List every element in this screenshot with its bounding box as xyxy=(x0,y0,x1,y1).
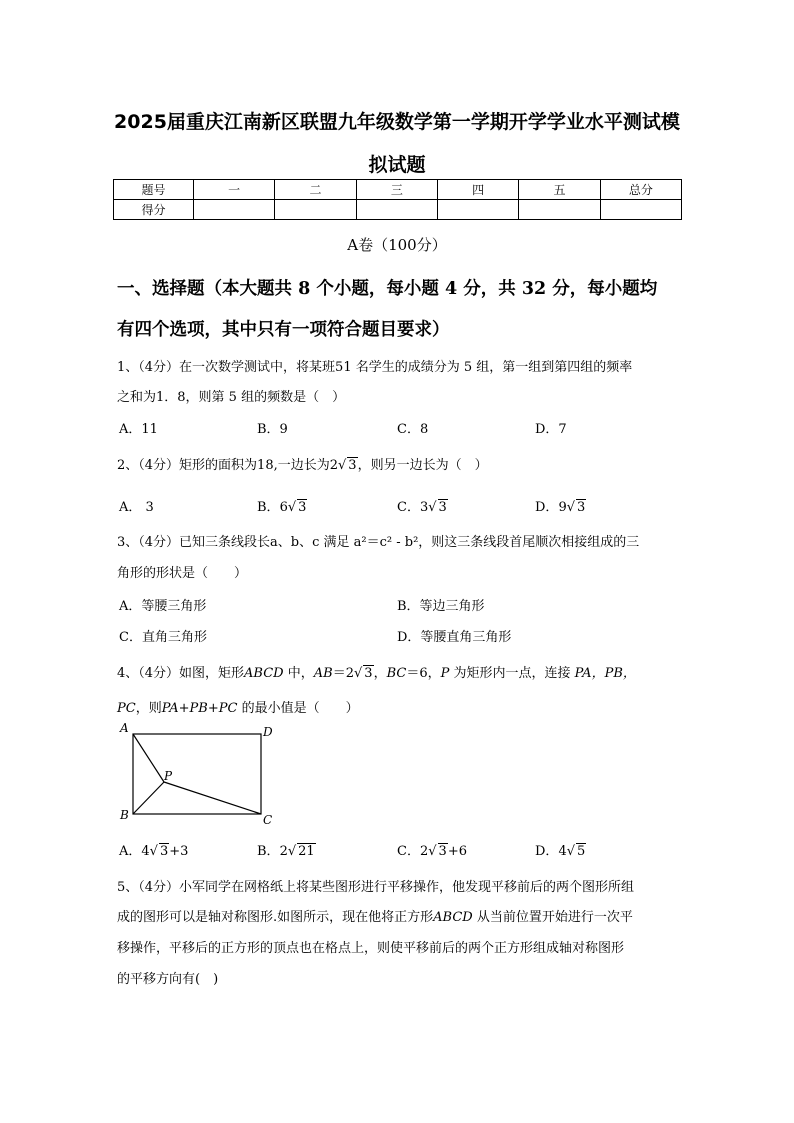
q2-stem-prefix: 2、（4分）矩形的面积为18,一边长为 xyxy=(117,458,330,473)
q4-stem-line1 xyxy=(117,662,636,681)
q2-option-b[interactable] xyxy=(257,496,307,515)
q4-var-sum: PA+PB+PC xyxy=(161,701,238,716)
option-label: C． xyxy=(397,844,420,859)
sqrt-symbol: √ 3 xyxy=(149,844,169,859)
q4-text: ＝2 xyxy=(332,666,354,681)
q3-stem-line1: 3、（4分）已知三条线段长a、b、c 满足 a²＝c² - b²，则这三条线段首尾顺次相接组成的三 xyxy=(117,535,640,550)
q4-var-p: P xyxy=(440,666,450,681)
table-cell[interactable] xyxy=(600,200,681,220)
q2-stem xyxy=(117,454,488,473)
table-cell: 三 xyxy=(356,180,437,200)
q3-stem-line2: 角形的形状是（ ） xyxy=(117,566,248,581)
sqrt-symbol: √ 3 xyxy=(566,500,586,515)
rectangle-abcd xyxy=(133,734,261,814)
option-radicand: 21 xyxy=(298,844,315,859)
q4-text: 4、（4分）如图，矩形 xyxy=(117,666,245,681)
table-cell: 得分 xyxy=(114,200,194,220)
q1-stem-line2: 之和为1．8，则第 5 组的频数是（ ） xyxy=(117,390,346,405)
option-label: A． xyxy=(119,844,142,859)
q5-text: 成的图形可以是轴对称图形.如图所示，现在他将正方形 xyxy=(117,910,434,925)
q4-text: 中， xyxy=(283,666,314,681)
option-tail: +3 xyxy=(169,844,189,859)
segment-pc xyxy=(164,782,261,814)
option-radicand: 3 xyxy=(438,500,447,515)
q3-option-c[interactable]: C．直角三角形 xyxy=(119,630,207,645)
section1-heading-line1: 一、选择题（本大题共 8 个小题，每小题 4 分，共 32 分，每小题均 xyxy=(117,279,658,299)
score-table-header-row xyxy=(114,180,682,200)
option-coef: 9 xyxy=(558,500,567,515)
volume-a-heading: A卷（100分） xyxy=(347,236,447,254)
table-cell[interactable] xyxy=(275,200,356,220)
q4-radicand: 3 xyxy=(364,666,373,681)
table-cell[interactable] xyxy=(356,200,437,220)
sqrt-symbol: √ 3 xyxy=(428,500,447,515)
q3-option-a[interactable]: A．等腰三角形 xyxy=(119,599,207,614)
q1-option-c[interactable]: C．8 xyxy=(397,422,429,437)
option-coef: 3 xyxy=(419,500,429,515)
q4-stem-line2 xyxy=(117,697,359,716)
option-coef: 4 xyxy=(558,844,567,859)
option-radicand: 3 xyxy=(438,844,447,859)
option-label: B． xyxy=(257,844,280,859)
q4-var-pc: PC xyxy=(117,701,136,716)
option-label: D． xyxy=(535,844,559,859)
sqrt-symbol: √ 21 xyxy=(287,844,315,859)
label-p: P xyxy=(164,769,173,783)
option-coef: 6 xyxy=(279,500,288,515)
option-label: B． xyxy=(257,500,280,515)
q2-stem-coef: 2 xyxy=(329,458,338,473)
q1-stem-line1: 1、（4分）在一次数学测试中，将某班51 名学生的成绩分为 5 组，第一组到第四组的频率 xyxy=(117,360,633,375)
option-radicand: 3 xyxy=(577,500,586,515)
option-coef: 2 xyxy=(279,844,288,859)
q4-rectangle-figure xyxy=(115,722,280,827)
option-radicand: 3 xyxy=(298,500,307,515)
page-title-line1: 2025届重庆江南新区联盟九年级数学第一学期开学学业水平测试模 xyxy=(114,111,680,133)
sqrt-symbol: √ 3 xyxy=(428,844,447,859)
page-title-line2: 拟试题 xyxy=(368,154,426,176)
q2-option-d[interactable] xyxy=(535,496,586,515)
q4-option-b[interactable] xyxy=(257,840,316,859)
q4-option-a[interactable] xyxy=(119,840,188,859)
sqrt-symbol: √ 3 xyxy=(338,458,357,473)
label-d: D xyxy=(263,725,273,739)
q5-stem-line2 xyxy=(117,906,633,925)
table-cell: 五 xyxy=(519,180,600,200)
q4-text: ， xyxy=(373,666,387,681)
label-c: C xyxy=(263,813,273,827)
q4-var-pa-pb: PA，PB， xyxy=(570,666,636,681)
q4-text: 为矩形内一点，连接 xyxy=(449,666,571,681)
segment-pa xyxy=(133,734,164,782)
q2-stem-suffix: ，则另一边长为（ ） xyxy=(357,458,488,473)
label-a: A xyxy=(120,722,129,735)
q5-var-abcd: ABCD xyxy=(433,910,473,925)
segment-pb xyxy=(133,782,164,814)
table-cell: 四 xyxy=(437,180,518,200)
table-cell[interactable] xyxy=(194,200,275,220)
table-cell[interactable] xyxy=(437,200,518,220)
q1-option-b[interactable]: B．9 xyxy=(257,422,288,437)
table-cell: 二 xyxy=(275,180,356,200)
sqrt-symbol: √ 3 xyxy=(353,666,373,681)
sqrt-symbol: √ 5 xyxy=(566,844,586,859)
table-cell: 总分 xyxy=(600,180,681,200)
table-cell: 题号 xyxy=(114,180,194,200)
option-coef: 2 xyxy=(419,844,429,859)
q4-text: ，则 xyxy=(135,701,162,716)
section1-heading-line2: 有四个选项，其中只有一项符合题目要求） xyxy=(117,320,450,340)
option-label: C． xyxy=(397,500,420,515)
q5-text: 从当前位置开始进行一次平 xyxy=(472,910,633,925)
q5-stem-line1: 5、（4分）小军同学在网格纸上将某些图形进行平移操作，他发现平移前后的两个图形所组 xyxy=(117,880,635,895)
q2-option-a[interactable]: A． 3 xyxy=(119,500,154,515)
q1-option-d[interactable]: D．7 xyxy=(535,422,567,437)
q3-option-d[interactable]: D．等腰直角三角形 xyxy=(397,630,512,645)
q5-stem-line4: 的平移方向有( ) xyxy=(117,972,219,987)
q4-text: 的最小值是（ ） xyxy=(237,701,359,716)
q4-text: ＝6， xyxy=(406,666,441,681)
q4-var-abcd: ABCD xyxy=(244,666,284,681)
sqrt-symbol: √ 3 xyxy=(287,500,307,515)
q4-option-c[interactable] xyxy=(397,840,467,859)
q4-option-d[interactable] xyxy=(535,840,586,859)
option-tail: +6 xyxy=(447,844,467,859)
q3-option-b[interactable]: B．等边三角形 xyxy=(397,599,485,614)
option-radicand: 3 xyxy=(159,844,169,859)
q2-stem-radicand: 3 xyxy=(348,458,357,473)
q1-option-a[interactable]: A．11 xyxy=(119,422,158,437)
score-table xyxy=(113,179,682,220)
q4-var-bc: BC xyxy=(386,666,407,681)
q2-option-c[interactable] xyxy=(397,496,448,515)
q4-var-ab: AB xyxy=(313,666,333,681)
option-label: D． xyxy=(535,500,559,515)
table-cell: 一 xyxy=(194,180,275,200)
option-coef: 4 xyxy=(141,844,150,859)
score-table-score-row xyxy=(114,200,682,220)
table-cell[interactable] xyxy=(519,200,600,220)
option-radicand: 5 xyxy=(577,844,586,859)
label-b: B xyxy=(120,808,129,822)
q5-stem-line3: 移操作，平移后的正方形的顶点也在格点上，则使平移前后的两个正方形组成轴对称图形 xyxy=(117,941,625,956)
